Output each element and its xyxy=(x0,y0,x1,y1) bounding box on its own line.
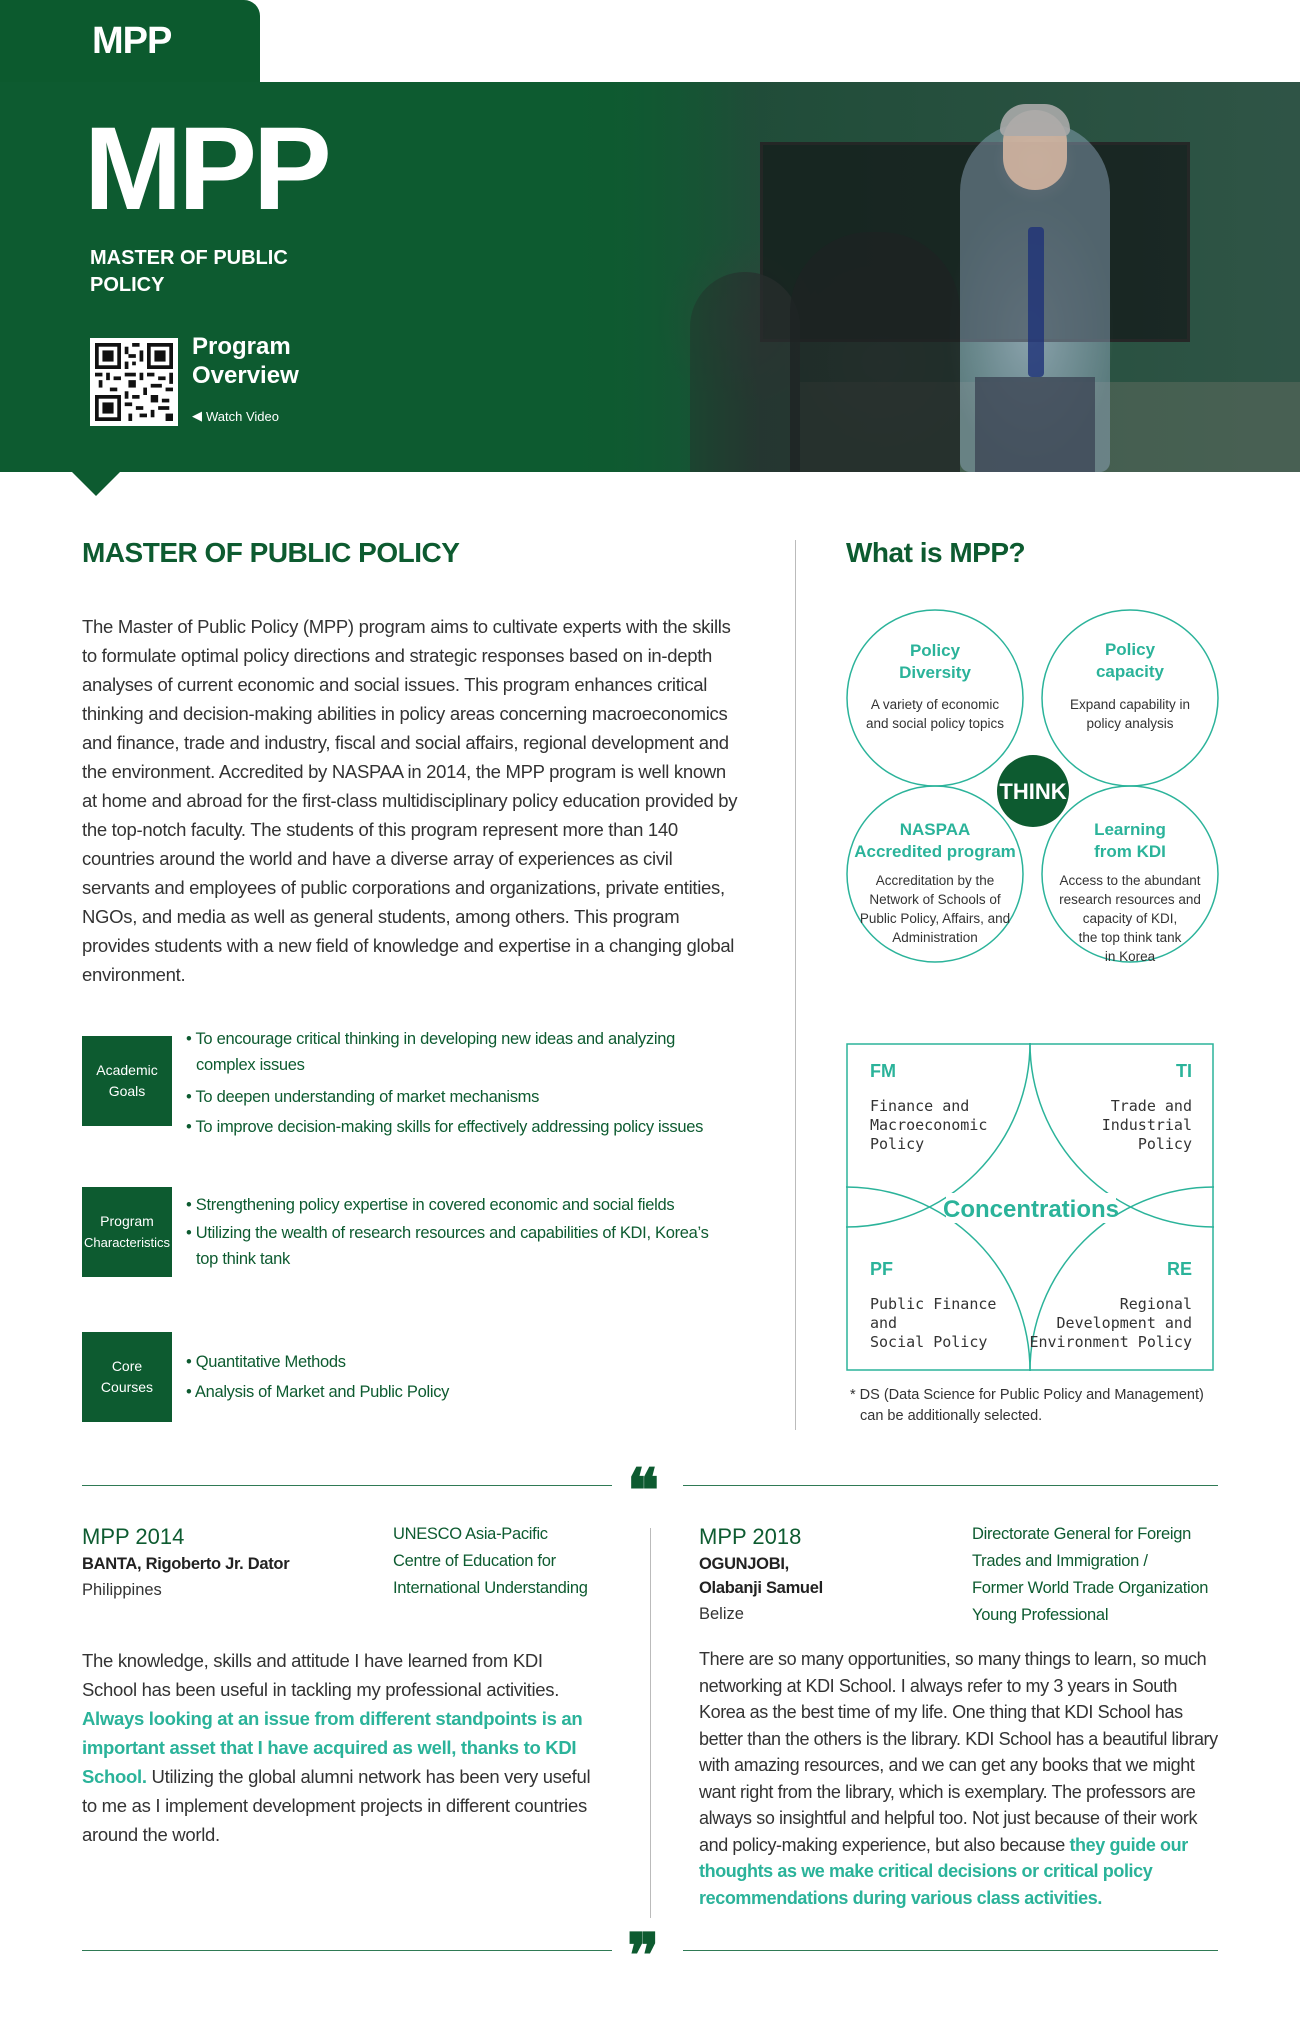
testimonial-country: Philippines xyxy=(82,1581,162,1599)
testimonial-org xyxy=(393,1521,588,1602)
divider-line xyxy=(82,1485,612,1486)
list-item: • Utilizing the wealth of research resources and capabilities of KDI, Korea’s top think tank xyxy=(186,1220,726,1272)
circle-title: capacity xyxy=(1095,662,1165,681)
concentration-code: PF xyxy=(870,1259,894,1279)
list-item: • Quantitative Methods xyxy=(186,1347,726,1377)
list-item: • To deepen understanding of market mechanisms xyxy=(186,1082,726,1112)
circle-desc: research resources and xyxy=(1059,892,1201,907)
testimonial-text xyxy=(699,1646,1219,1911)
circle-title: Diversity xyxy=(899,663,971,682)
concentration-label: Environment Policy xyxy=(1029,1333,1192,1351)
think-circles-diagram xyxy=(840,606,1230,976)
concentration-label: Public Finance xyxy=(870,1295,997,1313)
circle-desc: A variety of economic xyxy=(870,697,1000,712)
intro-body: The Master of Public Policy (MPP) program aims to cultivate experts with the skills to formulate optimal policy directions and strategic responses based on in-depth analyses of current economic and social issues. This program enhances critical thinking and decision-making abilities in policy areas concerning macroeconomics and finance, trade and industry, fiscal and social affairs, regional development and the environment. Accredited by NASPAA in 2014, the MPP program is well known at home and abroad for the first-class multidisciplinary policy education provided by the top-notch faculty. The students of this program represent more than 140 countries around the world and have a diverse array of experiences as civil servants and employees of public corporations and organizations, private entities, NGOs, and media as well as general students, among others. This program provides students with a new field of knowledge and expertise in a changing global environment. xyxy=(82,616,738,985)
note-line: can be additionally selected. xyxy=(860,1408,1043,1424)
box-label: Courses xyxy=(100,1379,154,1395)
testimonial-highlight: Always looking at an issue from different standpoints is an important asset that I have acquired as well, thanks to KDI School. xyxy=(82,1708,583,1787)
divider-line xyxy=(683,1485,1218,1486)
academic-goals-box xyxy=(82,1036,172,1126)
divider-line xyxy=(683,1950,1218,1951)
testimonial-text-part: There are so many opportunities, so many things to learn, so much networking at KDI School. I always refer to my 3 years in South Korea as the best time of my life. One thing that KDI School has better than the others is the library. KDI School has a beautiful library with amazing resources, and we can get any books that we might want right from the library, which is exemplary. The professors are always so insightful and helpful too. Not just because of their work and policy-making experience, but also because xyxy=(699,1649,1218,1855)
core-courses-list xyxy=(186,1347,726,1407)
box-label: Academic xyxy=(96,1062,158,1078)
academic-goals-list xyxy=(186,1024,726,1142)
lecture-photo xyxy=(560,82,1300,472)
circle-title: NASPAA xyxy=(899,820,971,839)
open-quote-icon: ❝ xyxy=(627,1456,660,1526)
program-characteristics-list xyxy=(186,1190,726,1272)
concentration-label: Policy xyxy=(1137,1135,1192,1153)
org-line: Young Professional xyxy=(972,1606,1109,1624)
box-label: Program xyxy=(100,1213,154,1229)
circle-title: from KDI xyxy=(1094,842,1166,861)
box-label: Core xyxy=(111,1358,143,1374)
core-courses-box xyxy=(82,1332,172,1422)
ds-note xyxy=(850,1385,1204,1427)
circle-desc: Accreditation by the xyxy=(875,873,995,888)
watch-video-link[interactable] xyxy=(192,408,279,424)
program-overview-title: Program Overview xyxy=(192,333,299,389)
list-item: • To encourage critical thinking in developing new ideas and analyzing complex issues xyxy=(186,1024,726,1078)
testimonial-year: MPP 2018 xyxy=(699,1524,802,1549)
concentration-label: Industrial xyxy=(1101,1116,1192,1134)
column-divider xyxy=(795,540,796,1430)
circle-desc: Administration xyxy=(892,930,978,945)
concentration-label: Regional xyxy=(1119,1295,1192,1313)
box-label: Goals xyxy=(108,1083,146,1099)
list-item: • Strengthening policy expertise in covered economic and social fields xyxy=(186,1190,726,1220)
circle-title: Learning xyxy=(1094,820,1166,839)
tab-label: MPP xyxy=(92,19,172,62)
play-left-icon: ◀ xyxy=(192,408,202,423)
hero-title: MPP xyxy=(84,103,328,235)
concentration-label: Finance and xyxy=(870,1097,970,1115)
list-item: • To improve decision-making skills for effectively addressing policy issues xyxy=(186,1112,726,1142)
circle-title: Accredited program xyxy=(854,842,1016,861)
section-tab xyxy=(0,0,260,82)
org-line: Directorate General for Foreign xyxy=(972,1525,1192,1543)
concentrations-title: Concentrations xyxy=(942,1196,1120,1223)
think-label: THINK xyxy=(999,779,1067,804)
org-line: International Understanding xyxy=(393,1579,588,1597)
concentration-label: Trade and xyxy=(1110,1097,1192,1115)
hero-subtitle: MASTER OF PUBLIC POLICY xyxy=(90,247,288,296)
circle-desc: and social policy topics xyxy=(865,716,1005,731)
name-line: OGUNJOBI, xyxy=(699,1555,789,1573)
concentration-label: Policy xyxy=(870,1135,925,1153)
divider-line xyxy=(82,1950,612,1951)
concentration-label: Development and xyxy=(1056,1314,1192,1332)
circle-title: Policy xyxy=(909,641,961,660)
circle-desc: in Korea xyxy=(1104,949,1156,964)
name-line: Olabanji Samuel xyxy=(699,1579,823,1597)
testimonial-year: MPP 2014 xyxy=(82,1524,185,1549)
box-label: Characteristics xyxy=(84,1235,170,1250)
circle-desc: Expand capability in xyxy=(1069,697,1191,712)
qr-code-icon xyxy=(95,343,173,421)
testimonial-divider xyxy=(650,1528,651,1918)
concentration-code: FM xyxy=(870,1061,896,1081)
circle-desc: the top think tank xyxy=(1078,930,1182,945)
org-line: Trades and Immigration / xyxy=(972,1552,1148,1570)
program-characteristics-box xyxy=(82,1187,172,1277)
circle-desc: capacity of KDI, xyxy=(1082,911,1178,926)
testimonial-text-part: The knowledge, skills and attitude I have learned from KDI School has been useful in tackling my professional activities. xyxy=(82,1650,560,1700)
concentration-code: RE xyxy=(1166,1259,1192,1279)
list-item: • Analysis of Market and Public Policy xyxy=(186,1377,726,1407)
circle-title: Policy xyxy=(1104,640,1156,659)
testimonial-name xyxy=(699,1552,823,1600)
testimonial-highlight: they guide our thoughts as we make critical decisions or critical policy recommendations during various class activities. xyxy=(699,1834,1188,1908)
org-line: Former World Trade Organization xyxy=(972,1579,1209,1597)
concentrations-diagram xyxy=(846,1043,1216,1373)
close-quote-icon: ❞ xyxy=(627,1921,660,1991)
testimonial-org xyxy=(972,1521,1208,1629)
qr-code[interactable] xyxy=(90,338,178,426)
circle-desc: Access to the abundant xyxy=(1059,873,1201,888)
testimonial-text-part: Utilizing the global alumni network has been very useful to me as I implement development projects in different countries around the world. xyxy=(82,1766,591,1845)
circle-desc: Network of Schools of xyxy=(869,892,1001,907)
watch-video-label: Watch Video xyxy=(206,408,279,424)
what-is-mpp-title: What is MPP? xyxy=(846,537,1026,568)
testimonial-text xyxy=(82,1646,602,1849)
concentration-label: Macroeconomic xyxy=(870,1116,988,1134)
circle-desc: Public Policy, Affairs, and xyxy=(859,911,1011,926)
note-line: * DS (Data Science for Public Policy and Management) xyxy=(850,1387,1204,1403)
org-line: UNESCO Asia-Pacific xyxy=(393,1525,548,1543)
circle-desc: policy analysis xyxy=(1086,716,1174,731)
concentration-code: TI xyxy=(1176,1061,1192,1081)
concentration-label: and xyxy=(870,1314,898,1332)
concentration-label: Social Policy xyxy=(870,1333,988,1351)
org-line: Centre of Education for xyxy=(393,1552,556,1570)
intro-title: MASTER OF PUBLIC POLICY xyxy=(82,537,460,568)
hero-pointer xyxy=(72,472,120,496)
testimonial-name: BANTA, Rigoberto Jr. Dator xyxy=(82,1555,290,1573)
testimonial-country: Belize xyxy=(699,1605,744,1623)
